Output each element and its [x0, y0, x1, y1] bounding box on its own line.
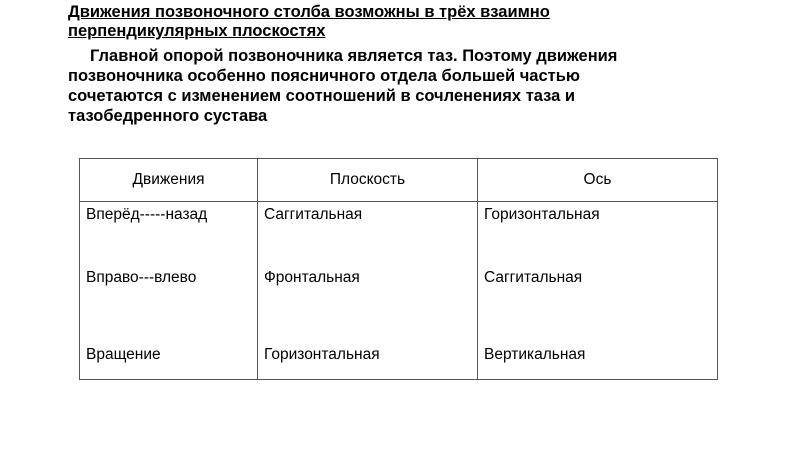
cell-text: Горизонтальная: [484, 206, 600, 223]
table-header-row: [80, 159, 718, 202]
column-header-axis: Ось: [478, 159, 718, 202]
cell-text: Вращение: [86, 346, 161, 363]
cell-text: Вперёд-----назад: [86, 206, 208, 223]
heading: [68, 3, 768, 41]
axis-cell: [478, 202, 718, 380]
cell-text: Саггитальная: [484, 269, 583, 286]
plane-cell: [258, 202, 478, 380]
cell-text: Фронтальная: [264, 269, 360, 286]
column-header-plane: Плоскость: [258, 159, 478, 202]
cell-text: Саггитальная: [264, 206, 363, 223]
table-row: [80, 202, 718, 380]
movements-cell: [80, 202, 258, 380]
paragraph-line: тазобедренного сустава: [68, 107, 268, 125]
cell-text: Вправо---влево: [86, 269, 197, 286]
heading-line: перпендикулярных плоскостях: [68, 22, 326, 40]
paragraph-line: Главной опорой позвоночника является таз. Поэтому движения: [90, 47, 618, 65]
column-header-movements: Движения: [80, 159, 258, 202]
cell-text: Вертикальная: [484, 346, 586, 363]
cell-text: Горизонтальная: [264, 346, 380, 363]
paragraph: [68, 46, 768, 126]
heading-line: Движения позвоночного столба возможны в трёх взаимно: [68, 3, 550, 21]
paragraph-line: сочетаются с изменением соотношений в сочленениях таза и: [68, 87, 576, 105]
movements-table: [79, 158, 718, 380]
paragraph-line: позвоночника особенно поясничного отдела большей частью: [68, 67, 580, 85]
